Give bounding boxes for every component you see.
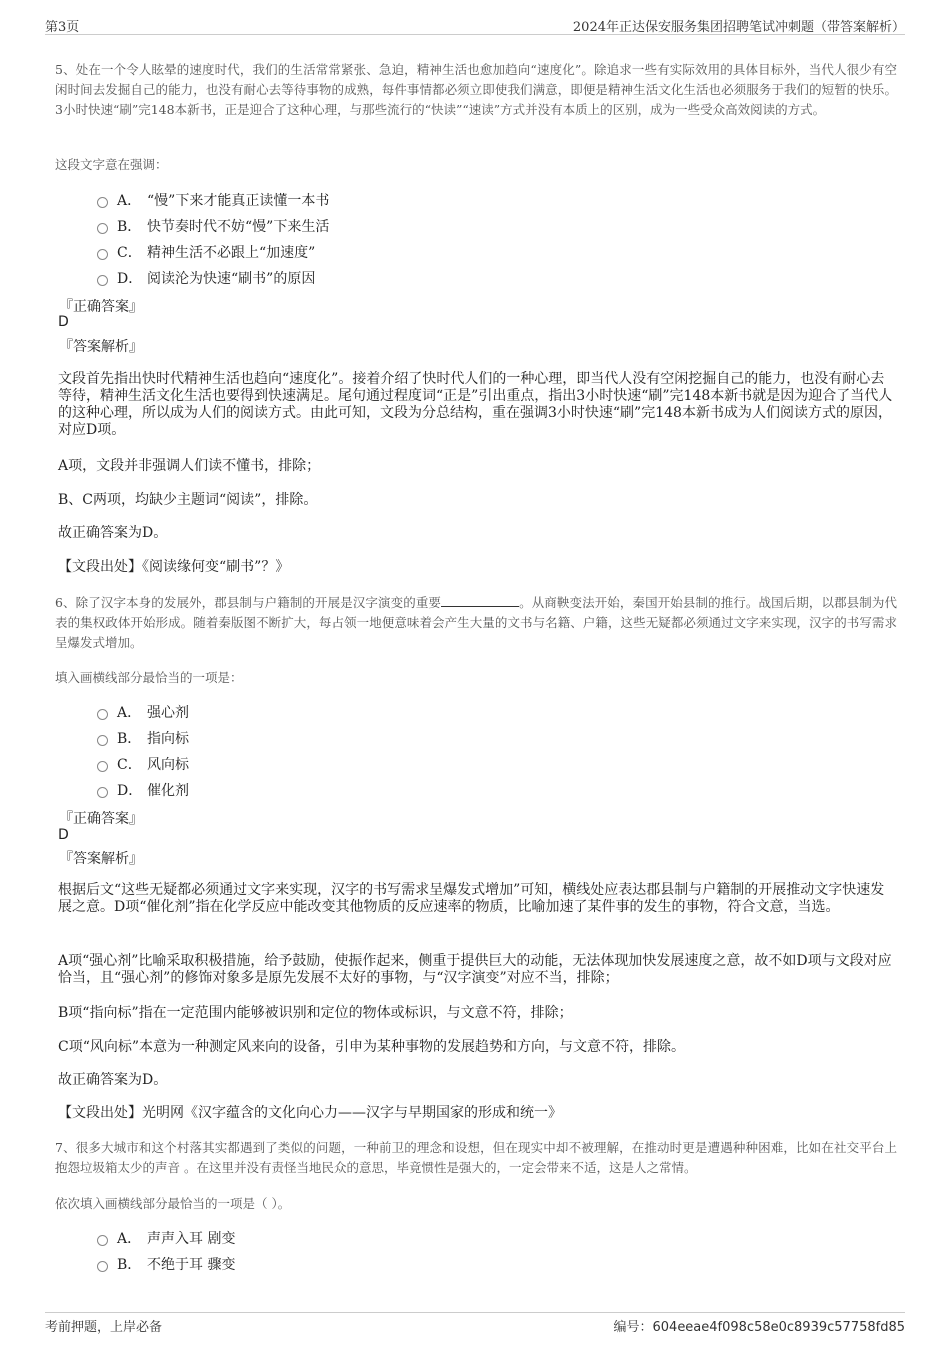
question-7-options [97, 1225, 235, 1277]
analysis-label: 『答案解析』 [59, 339, 143, 355]
fill-blank [441, 594, 519, 607]
source-citation: 【文段出处】《阅读缘何变“刷书”？》 [58, 559, 290, 575]
correct-answer-label: 『正确答案』 [59, 811, 143, 827]
question-7-prompt: 依次填入画横线部分最恰当的一项是（ ）。 [55, 1196, 291, 1211]
footer-slogan: 考前押题，上岸必备 [45, 1320, 163, 1335]
option-a[interactable]: A． “慢”下来才能真正读懂一本书 [97, 187, 329, 213]
analysis-label: 『答案解析』 [59, 851, 143, 867]
analysis-paragraph: B项“指向标”指在一定范围内能够被识别和定位的物体或标识，与文意不符，排除； [58, 1005, 573, 1021]
analysis-paragraph: 文段首先指出快时代精神生活也趋向“速度化”。接着介绍了快时代人们的一种心理，即当代人没有空闲挖掘自己的能力，也没有耐心去等待，精神生活文化生活也要得到快速满足。尾句通过程度词“正是”引出重点，指出3小时快速“刷”完148本新书就是因为迎合了当代人的这种心理，所以成为人们的阅读方式。由此可知，文段为分总结构，重在强调3小时快速“刷”完148本新书成为人们阅读方式的原因，对应D项。 [58, 371, 893, 438]
page-footer [45, 1312, 905, 1337]
page-header [45, 14, 905, 35]
radio-button[interactable] [97, 787, 108, 798]
question-6-options [97, 699, 189, 803]
correct-answer-label: 『正确答案』 [59, 299, 143, 315]
radio-button[interactable] [97, 761, 108, 772]
document-id: 编号：604eeae4f098c58e0c8939c57758fd85 [613, 1320, 905, 1335]
option-a[interactable]: A． 声声入耳 剧变 [97, 1225, 235, 1251]
question-6-text: 6、除了汉字本身的发展外，郡县制与户籍制的开展是汉字演变的重要 。从商鞅变法开始，秦国开始县制的推行。战国后期，以郡县制为代表的集权政体开始形成。随着秦版图不断扩大，每占领一地便意味着会产生大量的文书与名籍、户籍，这些无疑都必须通过文字来实现，汉字的书写需求呈爆发式增加。 [55, 595, 897, 650]
radio-button[interactable] [97, 1235, 108, 1246]
analysis-paragraph: A项，文段并非强调人们读不懂书，排除； [58, 458, 321, 474]
question-5-options [97, 187, 329, 291]
correct-answer: D [58, 314, 69, 330]
option-d[interactable]: D． 阅读沦为快速“刷书”的原因 [97, 265, 329, 291]
option-b[interactable]: B． 不绝于耳 骤变 [97, 1251, 235, 1277]
analysis-conclusion: 故正确答案为D。 [58, 1072, 168, 1088]
question-7-text: 7、很多大城市和这个村落其实都遇到了类似的问题，一种前卫的理念和设想，但在现实中却不被理解，在推动时更是遭遇种种困难，比如在社交平台上抱怨垃圾箱太少的声音 。在这里并没有责怪当地民众的意思，毕竟惯性是强大的，一定会带来不适，这是人之常情。 [55, 1140, 897, 1175]
analysis-conclusion: 故正确答案为D。 [58, 525, 168, 541]
radio-button[interactable] [97, 275, 108, 286]
option-c[interactable]: C． 精神生活不必跟上“加速度” [97, 239, 329, 265]
radio-button[interactable] [97, 223, 108, 234]
question-5-prompt: 这段文字意在强调： [55, 157, 168, 172]
option-b[interactable]: B． 快节奏时代不妨“慢”下来生活 [97, 213, 329, 239]
option-c[interactable]: C． 风向标 [97, 751, 189, 777]
analysis-paragraph: A项“强心剂”比喻采取积极措施，给予鼓励，使振作起来，侧重于提供巨大的动能，无法体现加快发展速度之意，故不如D项与文段对应恰当，且“强心剂”的修饰对象多是原先发展不太好的事物，与“汉字演变”对应不当，排除； [58, 953, 892, 986]
option-d[interactable]: D． 催化剂 [97, 777, 189, 803]
question-5-text: 5、处在一个令人眩晕的速度时代，我们的生活常常紧张、急迫，精神生活也愈加趋向“速度化”。除追求一些有实际效用的具体目标外，当代人很少有空闲时间去发掘自己的能力，也没有耐心去等待事物的成熟，每件事情都必须立即使我们满意，即便是精神生活文化生活也必须服务于我们的短暂的快乐。3小时快速“刷”完148本新书，正是迎合了这种心理，与那些流行的“快读”“速读”方式并没有本质上的区别，成为一些受众高效阅读的方式。 [55, 62, 897, 117]
option-b[interactable]: B． 指向标 [97, 725, 189, 751]
radio-button[interactable] [97, 709, 108, 720]
question-6-prompt: 填入画横线部分最恰当的一项是： [55, 670, 243, 685]
radio-button[interactable] [97, 249, 108, 260]
page-number: 第3页 [45, 20, 80, 35]
radio-button[interactable] [97, 1261, 108, 1272]
source-citation: 【文段出处】光明网《汉字蕴含的文化向心力——汉字与早期国家的形成和统一》 [58, 1105, 562, 1121]
analysis-paragraph: 根据后文“这些无疑都必须通过文字来实现，汉字的书写需求呈爆发式增加”可知，横线处应表达郡县制与户籍制的开展推动文字快速发展之意。D项“催化剂”指在化学反应中能改变其他物质的反应速率的物质，比喻加速了某件事的发生的事物，符合文意，当选。 [58, 882, 885, 915]
document-title: 2024年正达保安服务集团招聘笔试冲刺题（带答案解析） [572, 20, 905, 35]
radio-button[interactable] [97, 735, 108, 746]
radio-button[interactable] [97, 197, 108, 208]
analysis-paragraph: C项“风向标”本意为一种测定风来向的设备，引申为某种事物的发展趋势和方向，与文意不符，排除。 [58, 1039, 686, 1055]
correct-answer: D [58, 827, 69, 843]
option-a[interactable]: A． 强心剂 [97, 699, 189, 725]
analysis-paragraph: B、C两项，均缺少主题词“阅读”，排除。 [58, 492, 318, 508]
